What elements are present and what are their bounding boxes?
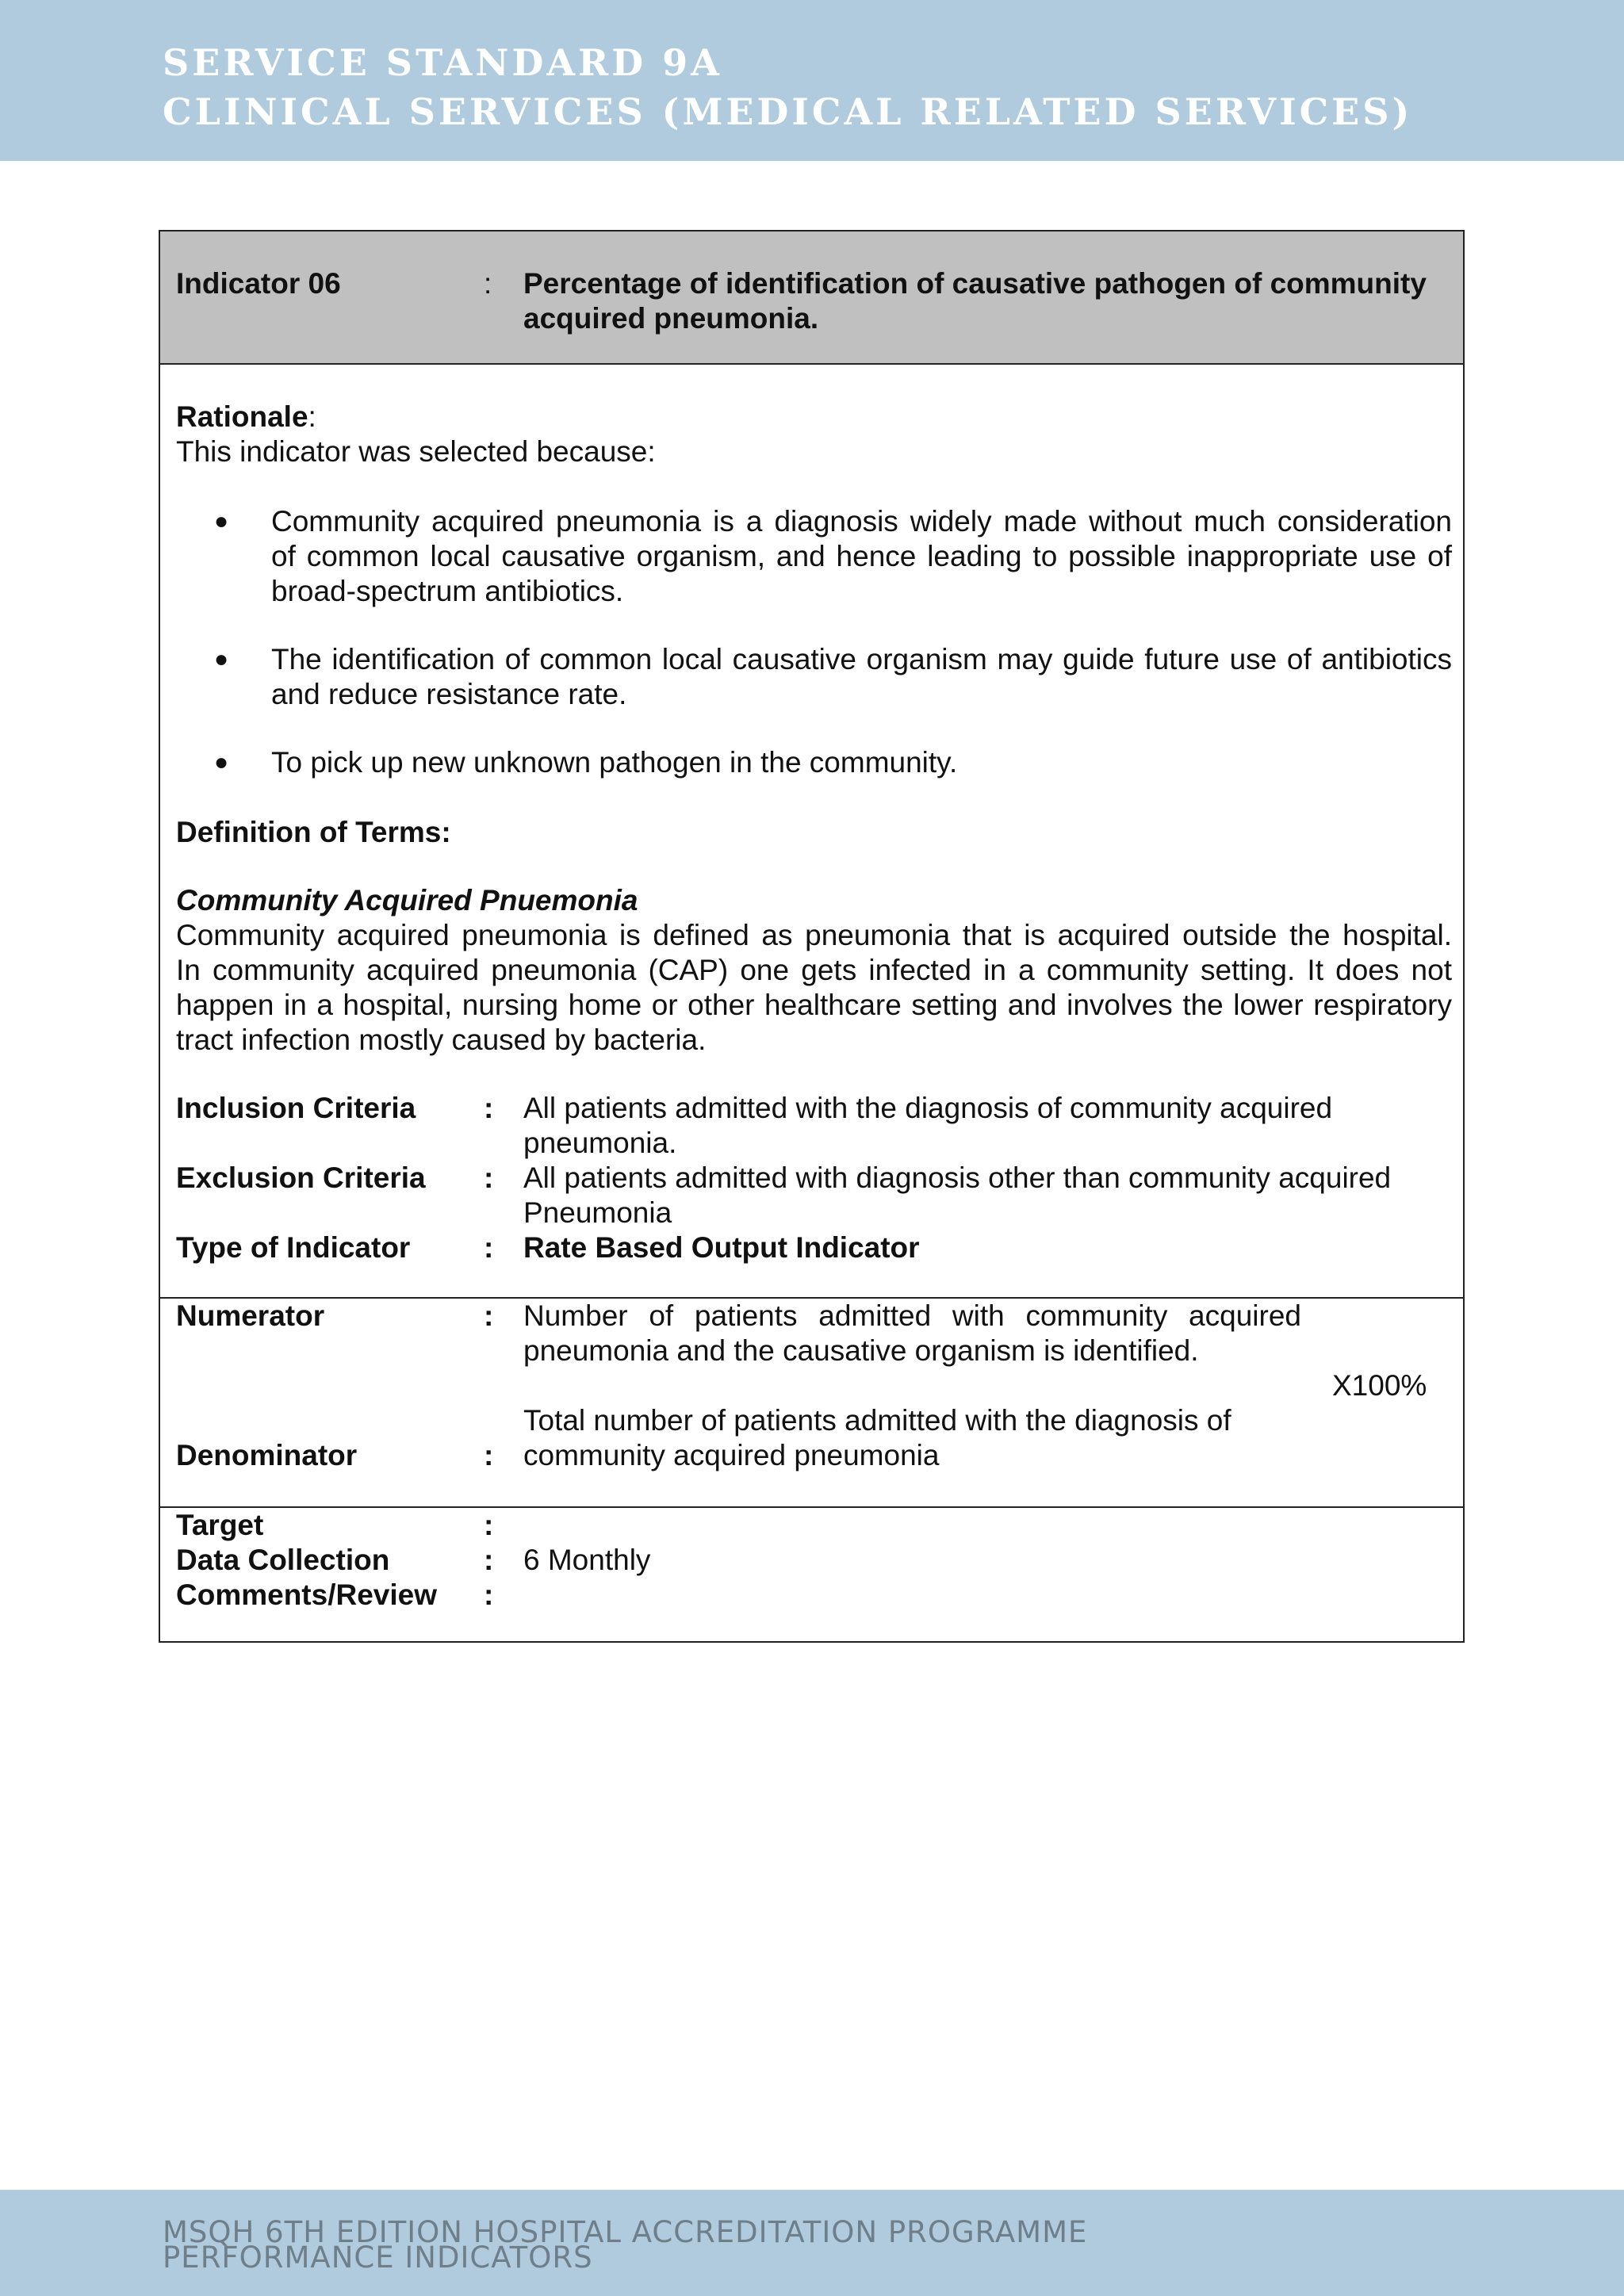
numerator-label: Numerator — [176, 1299, 325, 1332]
indicator-title-line2: acquired pneumonia. — [523, 302, 819, 335]
exclusion-label: Exclusion Criteria — [176, 1161, 426, 1194]
denominator-line1: Total number of patients admitted with the diagnosis of — [523, 1404, 1231, 1437]
indicator-colon: : — [484, 267, 492, 300]
inclusion-line2: pneumonia. — [523, 1127, 677, 1159]
exclusion-line2: Pneumonia — [523, 1196, 672, 1229]
divider — [160, 1506, 1463, 1508]
denominator-line2: community acquired pneumonia — [523, 1439, 940, 1471]
numerator-text: Number of patients admitted with community acquired pneumonia and the causative organism is identified. — [523, 1299, 1301, 1367]
definition-term: Community Acquired Pnuemonia — [176, 884, 638, 916]
inclusion-label: Inclusion Criteria — [176, 1092, 416, 1124]
denominator-label: Denominator — [176, 1439, 358, 1471]
type-label: Type of Indicator — [176, 1231, 411, 1264]
target-colon: : — [484, 1509, 494, 1541]
data-collection-label: Data Collection — [176, 1544, 390, 1576]
rationale-intro: This indicator was selected because: — [176, 435, 656, 468]
rationale-bullet-2: The identification of common local causative organism may guide future use of antibiotics and reduce resistance rate. — [271, 643, 1452, 710]
indicator-table — [159, 230, 1465, 1643]
rationale-bullet-1: Community acquired pneumonia is a diagnosis widely made without much consideration of common local causative organism, and hence leading to possible inappropriate use of broad-spectrum antibiotics. — [271, 505, 1452, 607]
multiplier: X100% — [1332, 1369, 1427, 1402]
indicator-title-line1: Percentage of identification of causative pathogen of community — [523, 267, 1427, 300]
bullet-icon: ● — [214, 749, 229, 775]
bullet-icon: ● — [214, 508, 229, 534]
inclusion-line1: All patients admitted with the diagnosis of community acquired — [523, 1092, 1333, 1124]
target-label: Target — [176, 1509, 264, 1541]
comments-colon: : — [484, 1578, 494, 1611]
indicator-label: Indicator 06 — [176, 267, 341, 300]
comments-label: Comments/Review — [176, 1578, 437, 1611]
footer-programme: MSQH 6TH EDITION HOSPITAL ACCREDITATION PROGRAMME — [163, 2215, 1088, 2249]
denominator-colon: : — [484, 1439, 494, 1471]
type-value: Rate Based Output Indicator — [523, 1231, 920, 1264]
exclusion-line1: All patients admitted with diagnosis other than community acquired — [523, 1161, 1392, 1194]
data-collection-colon: : — [484, 1544, 494, 1576]
exclusion-colon: : — [484, 1161, 494, 1194]
rationale-bullet-3: To pick up new unknown pathogen in the community. — [271, 746, 958, 779]
data-collection-value: 6 Monthly — [523, 1544, 651, 1576]
indicator-title-row — [160, 232, 1463, 365]
bullet-icon: ● — [214, 646, 229, 672]
definitions-heading: Definition of Terms: — [176, 816, 451, 848]
definition-text: Community acquired pneumonia is defined as pneumonia that is acquired outside the hospital. In community acquired pneumonia (CAP) one gets infected in a community setting. It does not happen in a hospital, nursing home or other healthcare setting and involves the lower respiratory tract infection mostly caused by bacteria. — [176, 919, 1452, 1056]
footer-subtitle: PERFORMANCE INDICATORS — [163, 2241, 593, 2275]
rationale-heading: Rationale: — [176, 400, 316, 433]
standard-title: SERVICE STANDARD 9A — [163, 41, 722, 84]
inclusion-colon: : — [484, 1092, 494, 1124]
numerator-colon: : — [484, 1299, 494, 1332]
standard-subtitle: CLINICAL SERVICES (MEDICAL RELATED SERVICES) — [163, 90, 1413, 133]
type-colon: : — [484, 1231, 494, 1264]
